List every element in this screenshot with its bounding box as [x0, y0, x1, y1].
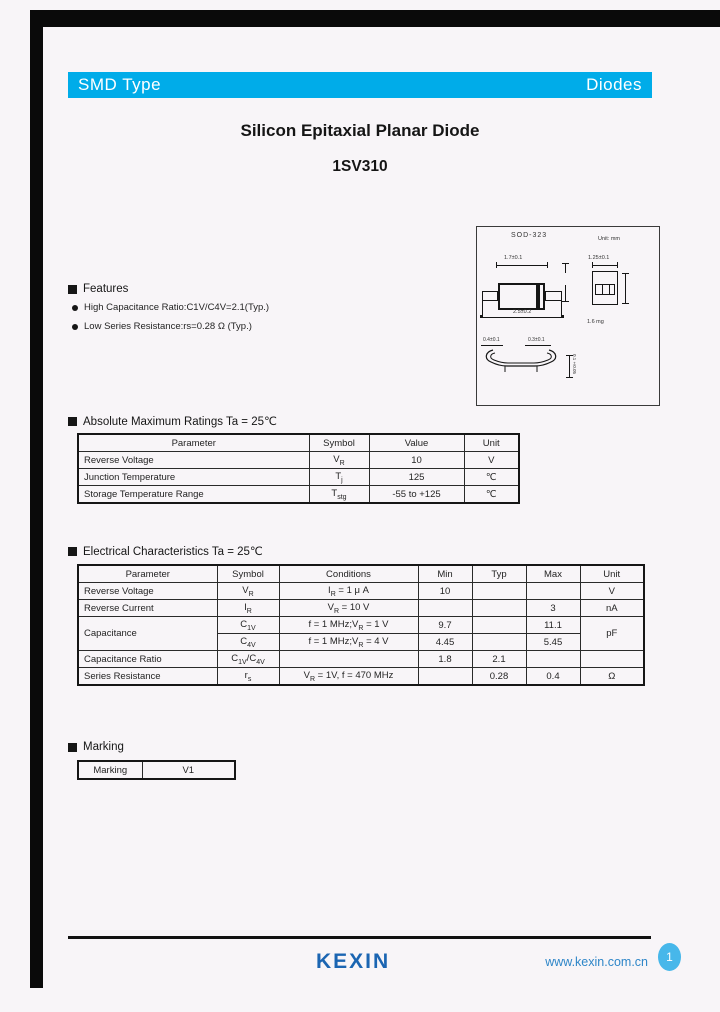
cell: pF [580, 617, 644, 651]
cell [472, 583, 526, 600]
scan-border-top [30, 10, 720, 27]
cell: 125 [369, 469, 464, 486]
header-cell: Unit [464, 434, 519, 452]
cell: 0.4 [526, 668, 580, 686]
page-number: 1 [666, 950, 673, 964]
cell [279, 651, 418, 668]
cell [526, 583, 580, 600]
header-cell: Symbol [217, 565, 279, 583]
symbol-sub: R [248, 590, 254, 598]
dim-tick [562, 263, 569, 264]
table-row [78, 486, 519, 504]
cell: Reverse Voltage [78, 583, 217, 600]
feature-item [72, 321, 252, 332]
symbol-sub: R [339, 459, 345, 467]
cell: f = 1 $MHz;V_R = 1$ V [279, 617, 418, 634]
header-cell: Unit [580, 565, 644, 583]
ec-heading-label: Electrical Characteristics Ta = 25℃ [83, 546, 263, 558]
unit-label: Unit: mm [598, 236, 620, 242]
cell: $C_{1V}/C_{4V}$ [217, 651, 279, 668]
cell [472, 634, 526, 651]
table-row [78, 761, 235, 779]
header-left-label: SMD Type [78, 75, 162, 94]
dim-line [592, 265, 618, 266]
dim-line [525, 345, 551, 346]
amr-heading-label: Absolute Maximum Ratings Ta = 25℃ [83, 416, 277, 428]
symbol: V [242, 584, 249, 596]
cell: 0.28 [472, 668, 526, 686]
dim-line [569, 355, 570, 377]
cell: 3 [526, 600, 580, 617]
cell: 2.1 [472, 651, 526, 668]
dim-tick [496, 262, 497, 268]
amr-heading [68, 414, 277, 428]
cell [472, 617, 526, 634]
header-cell: Symbol [309, 434, 369, 452]
cell [217, 600, 279, 617]
cell: Junction Temperature [78, 469, 309, 486]
ec-heading [68, 544, 263, 558]
section-square-icon [68, 417, 77, 426]
cell: $V_R = 1V$, f = 470 MHz [279, 668, 418, 686]
cell [217, 583, 279, 600]
symbol-sub: 1V [247, 624, 256, 632]
cell: Storage Temperature Range [78, 486, 309, 504]
symbol: C [231, 652, 239, 664]
cell: 5.45 [526, 634, 580, 651]
bullet-dot-icon [72, 324, 78, 330]
dim-total-width: 2.5±0.2 [513, 309, 532, 315]
marking-table [77, 760, 236, 780]
page-title: Silicon Epitaxial Planar Diode [240, 121, 480, 140]
dim-profile-left: 0.4±0.1 [483, 337, 500, 343]
cell [309, 486, 369, 504]
symbol: V [333, 453, 340, 465]
side-view-divider [609, 285, 610, 294]
dim-end [480, 315, 483, 318]
header-cell: Typ [472, 565, 526, 583]
dim-tick [592, 262, 593, 268]
features-heading [68, 283, 128, 295]
cell: $I_R = 1$ μ A [279, 583, 418, 600]
feature-item-label: High Capacitance Ratio:C1V/C4V=2.1(Typ.) [84, 302, 270, 313]
cell: ℃ [464, 469, 519, 486]
cell [309, 452, 369, 469]
table-row [78, 583, 644, 600]
cell: -55 to +125 [369, 486, 464, 504]
footer-divider [68, 936, 651, 939]
diode-body [498, 283, 545, 310]
dim-tick [565, 285, 566, 301]
package-name: SOD-323 [511, 232, 548, 239]
dim-body-width: 1.7±0.1 [504, 255, 523, 261]
cell: Capacitance [78, 617, 217, 651]
cathode-band [536, 285, 540, 308]
dim-profile-right: 0.3±0.1 [528, 337, 545, 343]
cell [526, 651, 580, 668]
symbol-sub: 4V [247, 641, 256, 649]
symbol: C [240, 635, 248, 647]
cell: Capacitance Ratio [78, 651, 217, 668]
dim-tick [622, 273, 629, 274]
table-header-row [78, 434, 519, 452]
cell [418, 668, 472, 686]
ec-table [77, 564, 645, 686]
header-cell: Parameter [78, 434, 309, 452]
symbol-sub: s [247, 675, 252, 683]
cell [217, 634, 279, 651]
features-heading-label: Features [83, 283, 129, 295]
symbol-sub: R [246, 607, 252, 615]
dim-tick [562, 301, 569, 302]
symbol: r [244, 669, 248, 681]
dim-side-width: 1.25±0.1 [588, 255, 610, 261]
cell: Reverse Current [78, 600, 217, 617]
side-view-lead [595, 284, 615, 295]
bullet-dot-icon [72, 305, 78, 311]
cell: V1 [142, 761, 235, 779]
side-view-divider [602, 285, 603, 294]
cell: Series Resistance [78, 668, 217, 686]
cell: 10 [369, 452, 464, 469]
header-bar [68, 72, 652, 98]
cell: 9.7 [418, 617, 472, 634]
cell: 11.1 [526, 617, 580, 634]
table-row [78, 651, 644, 668]
page-number-badge [658, 943, 681, 971]
weight-label: 1.6 mg [587, 319, 604, 325]
symbol: T [335, 470, 342, 482]
cell: ℃ [464, 486, 519, 504]
part-number: 1SV310 [332, 158, 388, 175]
dim-end [561, 315, 564, 318]
marking-heading [68, 741, 124, 753]
cell: Ω [580, 668, 644, 686]
cell: Reverse Voltage [78, 452, 309, 469]
feature-item [72, 302, 269, 313]
header-cell: Min [418, 565, 472, 583]
feature-item-label: Low Series Resistance:rs=0.28 Ω (Typ.) [84, 321, 252, 332]
cell: V [464, 452, 519, 469]
table-header-row [78, 565, 644, 583]
dim-profile-height: 0.1±0.05 [572, 354, 577, 375]
dim-tick [617, 262, 618, 268]
header-cell: Parameter [78, 565, 217, 583]
table-row [78, 600, 644, 617]
website-url: www.kexin.com.cn [545, 955, 648, 969]
package-diagram [476, 226, 660, 406]
cell: nA [580, 600, 644, 617]
scan-border-left [30, 10, 43, 988]
lead-profile-drawing [479, 347, 563, 389]
symbol: C [240, 618, 248, 630]
cell [217, 668, 279, 686]
section-square-icon [68, 547, 77, 556]
symbol-sub: j [341, 476, 343, 484]
dim-tick [547, 262, 548, 268]
diode-lead-right [545, 291, 562, 301]
cell: $V_R = 10$ V [279, 600, 418, 617]
dim-tick [622, 303, 629, 304]
header-cell: Conditions [279, 565, 418, 583]
dim-line [496, 265, 548, 266]
cell [217, 617, 279, 634]
cell [418, 600, 472, 617]
section-square-icon [68, 285, 77, 294]
symbol: T [331, 487, 338, 499]
dim-line [481, 345, 503, 346]
dim-line [625, 273, 626, 303]
table-row [78, 469, 519, 486]
cell [580, 651, 644, 668]
cell: 1.8 [418, 651, 472, 668]
cell: Marking [78, 761, 142, 779]
table-row [78, 668, 644, 686]
dim-line [482, 317, 562, 318]
cell: 4.45 [418, 634, 472, 651]
marking-heading-label: Marking [83, 741, 124, 753]
section-square-icon [68, 743, 77, 752]
cell [472, 600, 526, 617]
kexin-logo: KEXIN [316, 950, 391, 973]
header-right-label: Diodes [586, 75, 642, 94]
cell: V [580, 583, 644, 600]
dim-tick [565, 263, 566, 273]
symbol-sub: stg [337, 493, 347, 501]
header-cell: Max [526, 565, 580, 583]
header-cell: Value [369, 434, 464, 452]
diode-lead-left [482, 291, 498, 301]
table-row [78, 617, 644, 634]
cell: 10 [418, 583, 472, 600]
table-row [78, 452, 519, 469]
cell [309, 469, 369, 486]
symbol-sub: 1V [238, 658, 247, 666]
cell: f = 1 $MHz;V_R = 4$ V [279, 634, 418, 651]
amr-table [77, 433, 520, 504]
symbol: I [244, 601, 247, 613]
dim-tick [566, 377, 573, 378]
